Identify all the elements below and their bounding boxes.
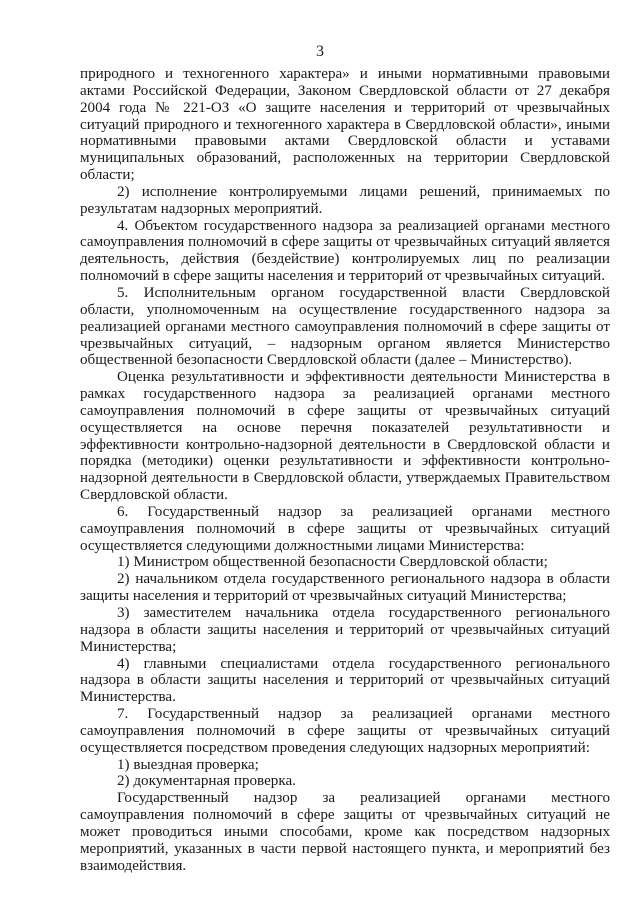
document-body [80, 66, 610, 875]
paragraph-continuation: природного и техногенного характера» и иными нормативными правовыми актами Российской Федерации, Законом Свердловской области от 27 декабря 2004 года № 221-ОЗ «О защите населения и территорий от чрезвычайных ситуаций природного и техногенного характера в Свердловской области», иными нормативными правовыми актами Свердловской области и уставами муниципальных образований, расположенных на территории Свердловской области; [80, 66, 610, 184]
page-number: 3 [316, 43, 324, 60]
paragraph-clause-6: 6. Государственный надзор за реализацией органами местного самоуправления полномочий в сфере защиты от чрезвычайных ситуаций осуществляется следующими должностными лицами Министерства: [80, 503, 610, 554]
list-item-minister: 1) Министром общественной безопасности Свердловской области; [117, 554, 548, 571]
list-item-documentary-inspection: 2) документарная проверка. [117, 773, 296, 790]
paragraph-evaluation: Оценка результативности и эффективности деятельности Министерства в рамках государственного надзора за реализацией органами местного самоуправления полномочий в сфере защиты от чрезвычайных ситуаций осуществляется на основе перечня показателей результативности и эффективности контрольно-надзорной деятельности в Свердловской области и порядка (методики) оценки результативности и эффективности контрольно-надзорной деятельности в Свердловской области, утверждаемых Правительством Свердловской области. [80, 369, 610, 504]
list-item-department-head: 2) начальником отдела государственного регионального надзора в области защиты населения и территорий от чрезвычайных ситуаций Министерства; [80, 571, 610, 605]
list-item-deputy-head: 3) заместителем начальника отдела государственного регионального надзора в области защиты населения и территорий от чрезвычайных ситуаций Министерства; [80, 605, 610, 655]
paragraph-clause-4: 4. Объектом государственного надзора за реализацией органами местного самоуправления полномочий в сфере защиты от чрезвычайных ситуаций является деятельность, действия (бездействие) контролируемых лиц по реализации полномочий в сфере защиты населения и территорий от чрезвычайных ситуаций. [80, 217, 610, 285]
paragraph-clause-5: 5. Исполнительным органом государственной власти Свердловской области, уполномоченным на осуществление государственного надзора за реализацией органами местного самоуправления полномочий в сфере защиты от чрезвычайных ситуаций, – надзорным органом является Министерство общественной безопасности Свердловской области (далее – Министерство). [80, 284, 610, 369]
list-item-chief-specialists: 4) главными специалистами отдела государственного регионального надзора в области защиты населения и территорий от чрезвычайных ситуаций Министерства. [80, 655, 610, 706]
list-item-onsite-inspection: 1) выездная проверка; [117, 756, 259, 773]
paragraph-item-2-execution: 2) исполнение контролируемыми лицами решений, принимаемых по результатам надзорных мероприятий. [80, 183, 610, 217]
paragraph-clause-7: 7. Государственный надзор за реализацией органами местного самоуправления полномочий в сфере защиты от чрезвычайных ситуаций осуществляется посредством проведения следующих надзорных мероприятий: [80, 706, 610, 756]
paragraph-final: Государственный надзор за реализацией органами местного самоуправления полномочий в сфере защиты от чрезвычайных ситуаций не может проводиться иными способами, кроме как посредством надзорных мероприятий, указанных в части первой настоящего пункта, и мероприятий без взаимодействия. [80, 790, 610, 874]
